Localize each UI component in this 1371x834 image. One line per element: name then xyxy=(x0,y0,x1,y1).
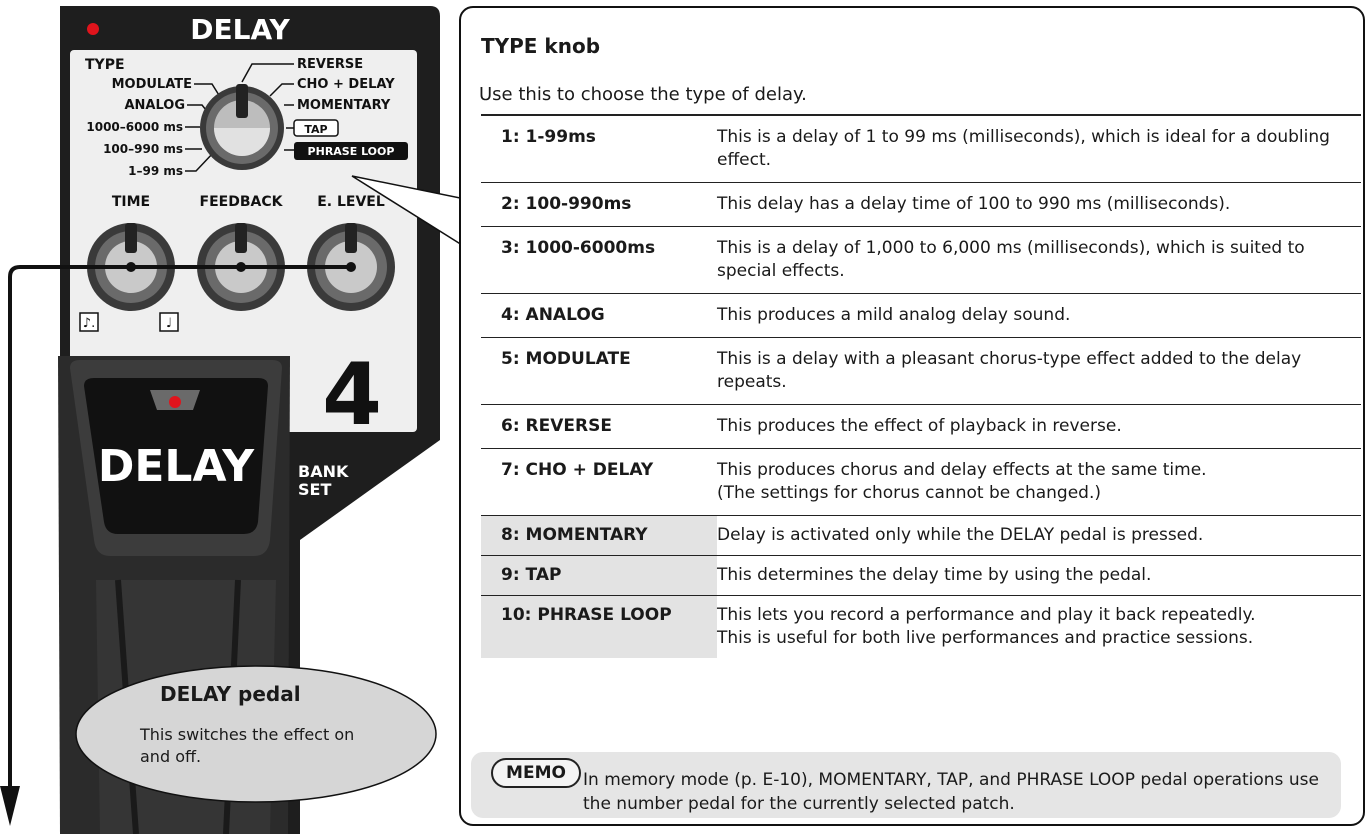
table-row xyxy=(481,183,1361,227)
type-key: 1: 1-99ms xyxy=(481,115,717,183)
bank-label: BANK xyxy=(298,462,349,481)
svg-text:♪.: ♪. xyxy=(82,316,96,331)
pedal-led-window xyxy=(150,390,200,410)
panel-subtitle: Use this to choose the type of delay. xyxy=(479,84,807,105)
table-row xyxy=(481,596,1361,659)
svg-text:PHRASE LOOP: PHRASE LOOP xyxy=(307,145,395,158)
type-description: This delay has a delay time of 100 to 990 ms (milliseconds). xyxy=(717,183,1361,227)
effect-level-label: E. LEVEL xyxy=(317,194,385,210)
panel-title: TYPE knob xyxy=(481,34,601,58)
panel-header: DELAY xyxy=(190,13,290,46)
quarter-note-icon xyxy=(160,313,178,331)
memo-box xyxy=(471,752,1341,818)
memo-text: In memory mode (p. E-10), MOMENTARY, TAP, and PHRASE LOOP pedal operations use the number pedal for the currently selected patch. xyxy=(583,770,1319,814)
table-row xyxy=(481,227,1361,294)
type-key: 5: MODULATE xyxy=(481,338,717,405)
type-description: This produces a mild analog delay sound. xyxy=(717,294,1361,338)
type-option-phrase-loop xyxy=(294,142,408,160)
delay-type-table xyxy=(481,114,1361,658)
feedback-label: FEEDBACK xyxy=(199,194,283,210)
type-description: This is a delay of 1,000 to 6,000 ms (milliseconds), which is suited to special effects. xyxy=(717,227,1361,294)
type-option-analog: ANALOG xyxy=(124,98,185,113)
type-key: 7: CHO + DELAY xyxy=(481,449,717,516)
callout-text: This switches the effect on and off. xyxy=(140,725,355,766)
type-description: This lets you record a performance and play it back repeatedly. This is useful for both live performances and practice sessions. xyxy=(717,596,1361,659)
type-key: 8: MOMENTARY xyxy=(481,516,717,556)
type-key: 6: REVERSE xyxy=(481,405,717,449)
type-label: TYPE xyxy=(85,57,125,73)
type-key: 3: 1000-6000ms xyxy=(481,227,717,294)
type-option-1-99ms: 1–99 ms xyxy=(128,164,183,178)
pedal-label: DELAY xyxy=(97,441,255,492)
type-option-tap xyxy=(294,120,338,136)
set-label: SET xyxy=(298,480,332,499)
table-row xyxy=(481,294,1361,338)
dotted-eighth-note-icon xyxy=(80,313,98,331)
table-row xyxy=(481,449,1361,516)
bank-number: 4 xyxy=(322,345,382,445)
type-option-reverse: REVERSE xyxy=(297,57,364,72)
table-row xyxy=(481,556,1361,596)
type-description: This produces chorus and delay effects at the same time. (The settings for chorus cannot be changed.) xyxy=(717,449,1361,516)
delay-pedal-illustration xyxy=(0,0,470,834)
time-label: TIME xyxy=(111,194,151,210)
type-description: This is a delay of 1 to 99 ms (milliseconds), which is ideal for a doubling effect. xyxy=(717,115,1361,183)
table-row xyxy=(481,115,1361,183)
type-description: Delay is activated only while the DELAY pedal is pressed. xyxy=(717,516,1361,556)
type-description: This determines the delay time by using the pedal. xyxy=(717,556,1361,596)
type-key: 10: PHRASE LOOP xyxy=(481,596,717,659)
svg-text:TAP: TAP xyxy=(304,123,328,136)
type-knob-info-panel xyxy=(459,6,1365,826)
type-option-momentary: MOMENTARY xyxy=(297,98,391,113)
table-row xyxy=(481,338,1361,405)
type-option-100-990ms: 100–990 ms xyxy=(103,142,183,156)
type-description: This is a delay with a pleasant chorus-type effect added to the delay repeats. xyxy=(717,338,1361,405)
effect-led xyxy=(87,23,99,35)
type-key: 2: 100-990ms xyxy=(481,183,717,227)
type-description: This produces the effect of playback in reverse. xyxy=(717,405,1361,449)
memo-badge: MEMO xyxy=(491,758,581,788)
callout-title: DELAY pedal xyxy=(160,682,301,706)
table-row xyxy=(481,516,1361,556)
type-option-1000-6000ms: 1000–6000 ms xyxy=(86,120,183,134)
type-key: 9: TAP xyxy=(481,556,717,596)
type-option-cho-delay: CHO + DELAY xyxy=(297,77,395,92)
svg-text:♩: ♩ xyxy=(165,316,173,331)
type-key: 4: ANALOG xyxy=(481,294,717,338)
type-option-modulate: MODULATE xyxy=(111,77,192,92)
table-row xyxy=(481,405,1361,449)
